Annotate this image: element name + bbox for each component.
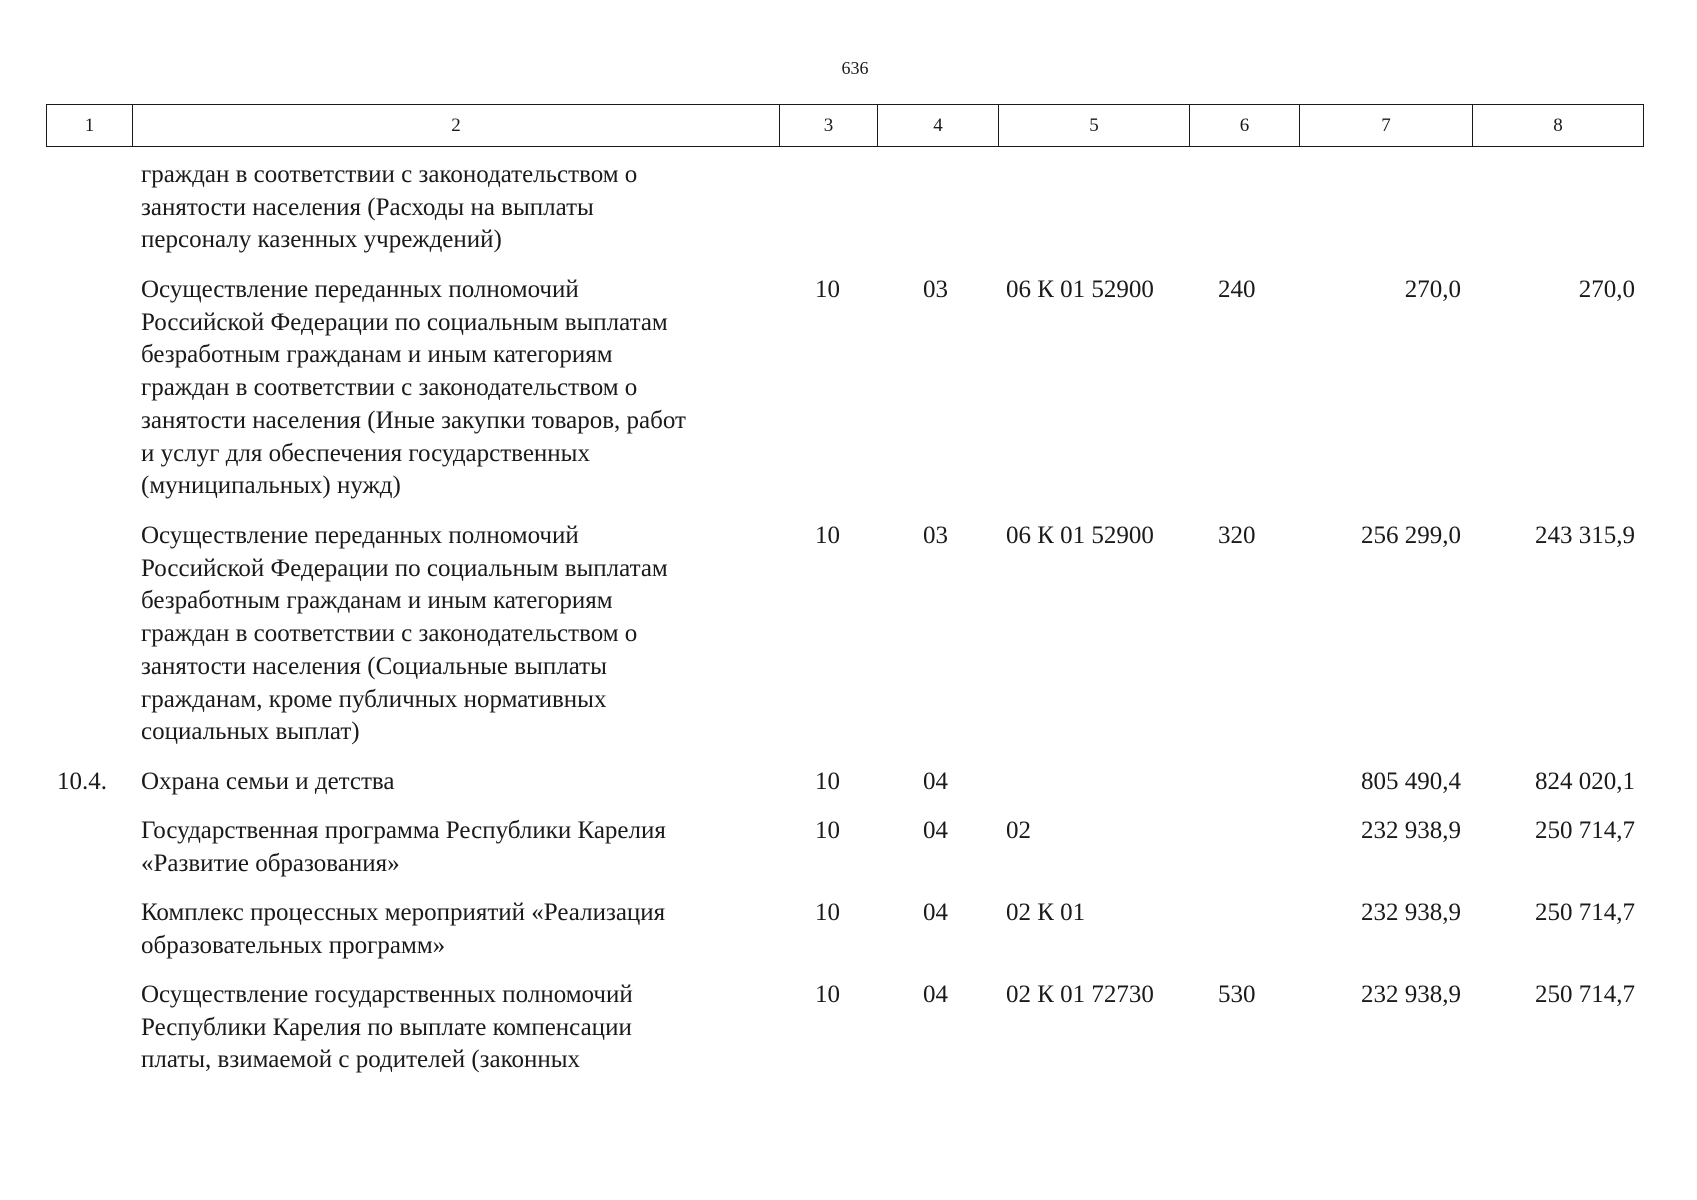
header-col-4: 4 (878, 105, 999, 147)
description-line: Государственная программа Республики Карелия (141, 817, 666, 844)
section-code: 10 (815, 981, 840, 1008)
section-code: 10 (815, 817, 840, 844)
description-line: социальных выплат) (141, 718, 360, 746)
amount-col-8: 250 714,7 (1535, 899, 1635, 926)
header-col-6: 6 (1190, 105, 1300, 147)
table-header (46, 104, 1644, 147)
description-line: образовательных программ» (141, 931, 446, 959)
target-article-code: 06 К 01 52900 (1006, 276, 1154, 303)
amount-col-8: 270,0 (1578, 276, 1635, 303)
row-description (141, 979, 633, 1077)
description-line: Осуществление государственных полномочий (141, 981, 633, 1008)
amount-col-7: 232 938,9 (1361, 981, 1461, 1008)
expense-type-code: 240 (1218, 276, 1256, 303)
amount-col-7: 270,0 (1404, 276, 1461, 303)
row-description (141, 274, 686, 503)
subsection-code: 04 (923, 981, 948, 1008)
target-article-code: 06 К 01 52900 (1006, 522, 1154, 549)
section-code: 10 (815, 768, 840, 795)
header-col-8: 8 (1473, 105, 1644, 147)
header-col-2: 2 (133, 105, 780, 147)
section-code: 10 (815, 522, 840, 549)
subsection-code: 04 (923, 899, 948, 926)
row-description (141, 159, 637, 257)
amount-col-8: 250 714,7 (1535, 817, 1635, 844)
description-line: платы, взимаемой с родителей (законных (141, 1046, 581, 1074)
row-description (141, 520, 668, 749)
subsection-code: 03 (923, 522, 948, 549)
description-line: безработным гражданам и иным категориям (141, 587, 613, 615)
row-number: 10.4. (57, 768, 107, 795)
description-line: гражданам, кроме публичных нормативных (141, 685, 607, 713)
section-code: 10 (815, 276, 840, 303)
header-col-7: 7 (1300, 105, 1473, 147)
section-code: 10 (815, 899, 840, 926)
description-line: занятости населения (Иные закупки товаров, работ (141, 406, 686, 434)
description-line: безработным гражданам и иным категориям (141, 341, 613, 369)
description-line: персоналу казенных учреждений) (141, 226, 502, 254)
description-line: Осуществление переданных полномочий (141, 276, 579, 303)
description-line: Республики Карелия по выплате компенсации (141, 1013, 632, 1041)
description-line: Российской Федерации по социальным выплатам (141, 308, 668, 336)
description-line: Охрана семьи и детства (141, 768, 395, 795)
amount-col-7: 805 490,4 (1361, 768, 1461, 795)
target-article-code: 02 (1006, 817, 1031, 844)
row-description (141, 766, 395, 799)
description-line: граждан в соответствии с законодательством о (141, 620, 638, 648)
header-col-1: 1 (47, 105, 133, 147)
description-line: занятости населения (Социальные выплаты (141, 652, 607, 680)
subsection-code: 04 (923, 768, 948, 795)
description-line: Комплекс процессных мероприятий «Реализация (141, 899, 666, 926)
header-col-5: 5 (999, 105, 1190, 147)
row-description (141, 897, 665, 962)
expense-type-code: 530 (1218, 981, 1256, 1008)
description-line: граждан в соответствии с законодательством о (141, 374, 638, 402)
row-description (141, 815, 666, 880)
page-number: 636 (841, 58, 869, 78)
subsection-code: 03 (923, 276, 948, 303)
description-line: граждан в соответствии с законодательством о (141, 161, 638, 188)
target-article-code: 02 К 01 72730 (1006, 981, 1154, 1008)
amount-col-7: 232 938,9 (1361, 817, 1461, 844)
amount-col-7: 256 299,0 (1361, 522, 1461, 549)
description-line: занятости населения (Расходы на выплаты (141, 193, 594, 221)
expense-type-code: 320 (1218, 522, 1256, 549)
amount-col-8: 824 020,1 (1535, 768, 1635, 795)
amount-col-7: 232 938,9 (1361, 899, 1461, 926)
subsection-code: 04 (923, 817, 948, 844)
description-line: и услуг для обеспечения государственных (141, 439, 590, 467)
description-line: Осуществление переданных полномочий (141, 522, 579, 549)
amount-col-8: 243 315,9 (1535, 522, 1635, 549)
description-line: «Развитие образования» (141, 849, 400, 877)
target-article-code: 02 К 01 (1006, 899, 1086, 926)
description-line: (муниципальных) нужд) (141, 472, 401, 500)
description-line: Российской Федерации по социальным выплатам (141, 554, 668, 582)
header-col-3: 3 (780, 105, 878, 147)
amount-col-8: 250 714,7 (1535, 981, 1635, 1008)
